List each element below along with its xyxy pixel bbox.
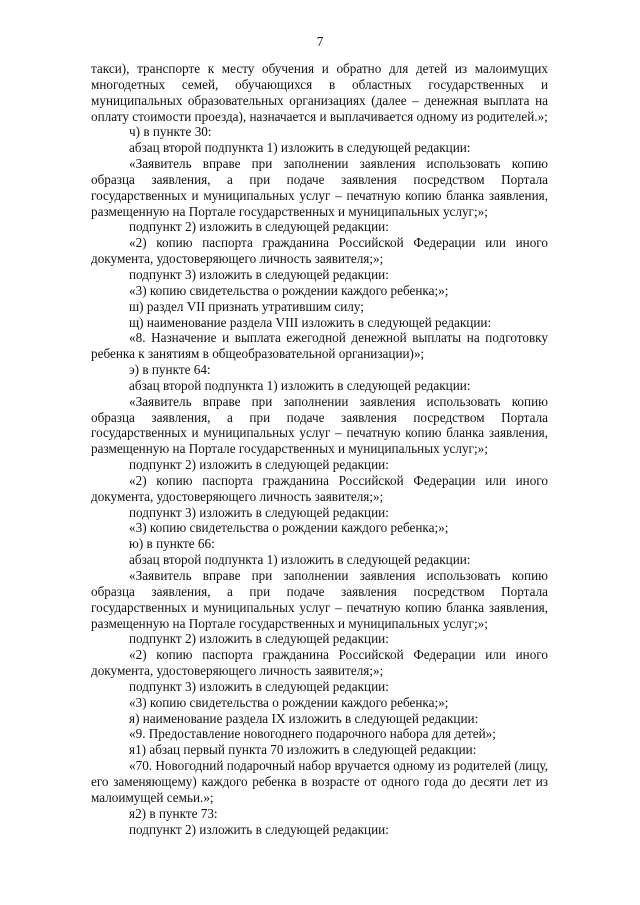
paragraph: щ) наименование раздела VIII изложить в следующей редакции: xyxy=(129,314,492,330)
paragraph: «3) копию свидетельства о рождении каждого ребенка;»; xyxy=(129,282,449,298)
page-number: 7 xyxy=(316,34,324,49)
paragraph: «Заявитель вправе при заполнении заявления использовать копию образца заявления, а при подаче заявления посредством Портала государственных и муниципальных услуг – печатную копию бланка заявления, размещенную на Портале государственных и муниципальных услуг;»; xyxy=(91,393,548,457)
paragraph: «8. Назначение и выплата ежегодной денежной выплаты на подготовку ребенка к занятиям в общеобразовательной организации)»; xyxy=(91,330,548,362)
paragraph: я2) в пункте 73: xyxy=(129,805,218,821)
paragraph: «Заявитель вправе при заполнении заявления использовать копию образца заявления, а при подаче заявления посредством Портала государственных и муниципальных услуг – печатную копию бланка заявления, размещенную на Портале государственных и муниципальных услуг;»; xyxy=(91,156,548,219)
paragraph: подпункт 2) изложить в следующей редакции: xyxy=(129,219,389,235)
paragraph: «3) копию свидетельства о рождении каждого ребенка;»; xyxy=(129,694,449,710)
paragraph: такси), транспорте к месту обучения и обратно для детей из малоимущих многодетных семей, обучающихся в областных государственных и муниципальных образовательных организациях (далее – денежная выплата на оплату стоимости проезда), назначается и выплачивается одному из родителей.»; xyxy=(91,61,548,124)
paragraph: подпункт 3) изложить в следующей редакции: xyxy=(129,504,389,520)
paragraph: подпункт 2) изложить в следующей редакции: xyxy=(129,457,389,473)
paragraph: абзац второй подпункта 1) изложить в следующей редакции: xyxy=(129,377,471,393)
paragraph: э) в пункте 64: xyxy=(129,362,211,378)
paragraph: я1) абзац первый пункта 70 изложить в следующей редакции: xyxy=(129,742,477,758)
paragraph: «3) копию свидетельства о рождении каждого ребенка;»; xyxy=(129,520,449,536)
paragraph: ш) раздел VII признать утратившим силу; xyxy=(129,298,364,314)
paragraph: ч) в пункте 30: xyxy=(129,124,212,140)
paragraph: «2) копию паспорта гражданина Российской Федерации или иного документа, удостоверяющего личность заявителя;»; xyxy=(91,472,548,504)
paragraph: абзац второй подпункта 1) изложить в следующей редакции: xyxy=(129,552,471,568)
paragraph: «70. Новогодний подарочный набор вручается одному из родителей (лицу, его заменяющему) каждого ребенка в возрасте от одного года до десяти лет из малоимущей семьи.»; xyxy=(91,758,548,805)
paragraph: подпункт 2) изложить в следующей редакции: xyxy=(129,821,389,837)
document-body xyxy=(91,61,548,837)
paragraph: абзац второй подпункта 1) изложить в следующей редакции: xyxy=(129,140,471,156)
paragraph: «Заявитель вправе при заполнении заявления использовать копию образца заявления, а при подаче заявления посредством Портала государственных и муниципальных услуг – печатную копию бланка заявления, размещенную на Портале государственных и муниципальных услуг;»; xyxy=(91,568,548,631)
paragraph: подпункт 3) изложить в следующей редакции: xyxy=(129,678,389,694)
paragraph: подпункт 2) изложить в следующей редакции: xyxy=(129,631,389,647)
paragraph: «2) копию паспорта гражданина Российской Федерации или иного документа, удостоверяющего личность заявителя;»; xyxy=(91,647,548,679)
paragraph: ю) в пункте 66: xyxy=(129,536,215,552)
paragraph: «9. Предоставление новогоднего подарочного набора для детей»; xyxy=(129,726,496,742)
paragraph: «2) копию паспорта гражданина Российской Федерации или иного документа, удостоверяющего личность заявителя;»; xyxy=(91,235,548,267)
paragraph: я) наименование раздела IX изложить в следующей редакции: xyxy=(129,710,479,726)
paragraph: подпункт 3) изложить в следующей редакции: xyxy=(129,266,389,282)
